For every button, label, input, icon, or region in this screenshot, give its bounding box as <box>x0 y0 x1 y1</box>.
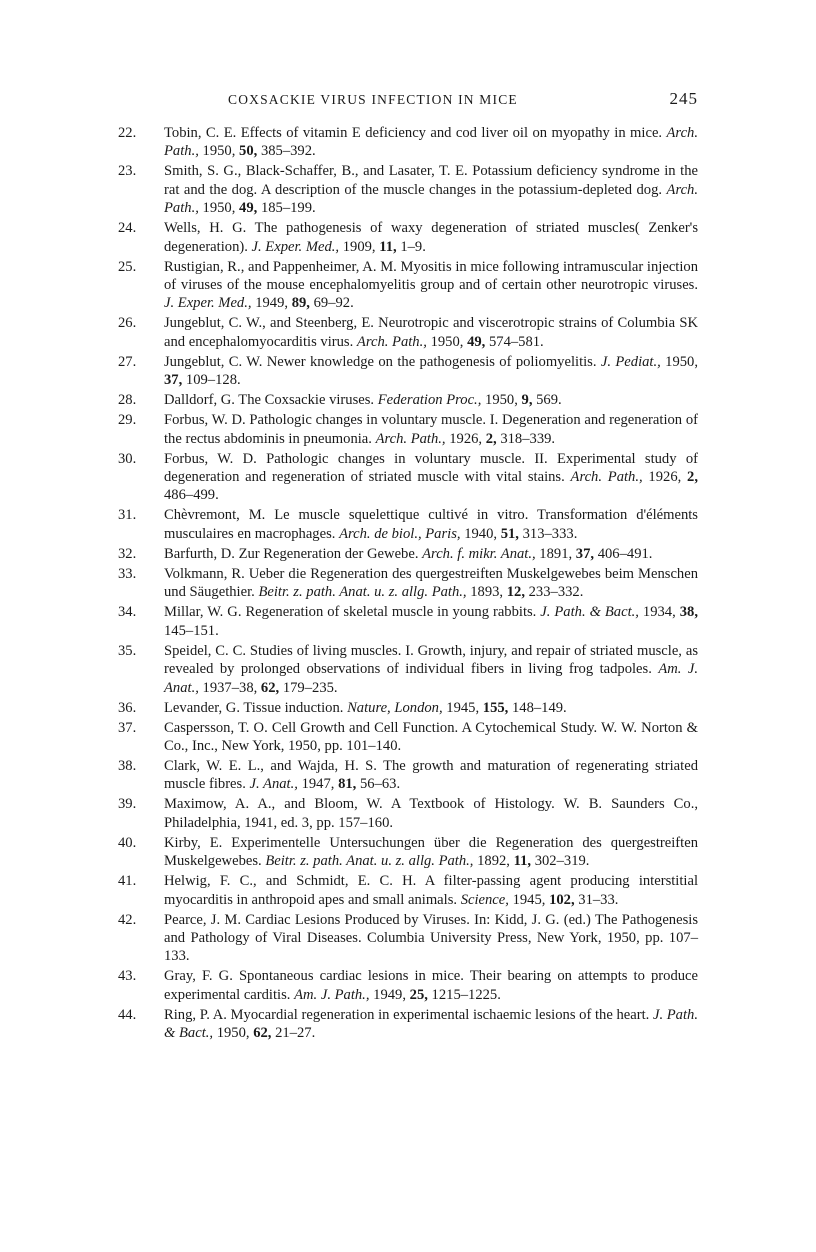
reference-volume: 62, <box>260 679 280 696</box>
reference-number: 33. <box>118 565 137 582</box>
reference-item <box>118 834 698 871</box>
reference-journal: J. Path. & Bact., <box>540 604 639 621</box>
page-number: 245 <box>669 89 698 108</box>
reference-text: Helwig, F. C., and Schmidt, E. C. H. A filter-passing agent producing interstitial myocarditis in anthropoid apes and small animals. <box>164 873 698 908</box>
reference-pages: 302–319. <box>534 853 590 870</box>
reference-journal: Arch. Path., <box>570 469 643 486</box>
reference-item <box>118 506 698 543</box>
reference-journal: Nature, London, <box>347 699 443 716</box>
reference-journal: J. Anat., <box>249 776 298 793</box>
reference-volume: 2, <box>687 469 698 486</box>
reference-number: 43. <box>118 968 137 985</box>
reference-volume: 49, <box>467 333 486 350</box>
reference-text: Forbus, W. D. Pathologic changes in voluntary muscle. I. Degeneration and regeneration of the rectus abdominis in pneumonia. <box>164 412 698 447</box>
reference-volume: 2, <box>485 430 497 447</box>
reference-item <box>118 314 698 351</box>
reference-item <box>118 967 698 1004</box>
reference-item <box>118 124 698 161</box>
reference-year: 1950, <box>216 1025 250 1042</box>
reference-pages: 185–199. <box>260 200 316 217</box>
reference-year: 1949, <box>373 986 406 1003</box>
reference-year: 1940, <box>464 525 498 542</box>
reference-pages: 385–392. <box>260 143 316 160</box>
reference-item <box>118 565 698 602</box>
reference-number: 27. <box>118 353 137 370</box>
reference-text: Volkmann, R. Ueber die Regeneration des quergestreiften Muskelgewebes beim Menschen und Säugethier. <box>164 565 698 601</box>
reference-number: 24. <box>118 220 137 237</box>
reference-journal: J. Pediat., <box>600 353 661 370</box>
reference-item <box>118 162 698 217</box>
reference-text: Tobin, C. E. Effects of vitamin E deficiency and cod liver oil on myopathy in mice. <box>164 125 663 141</box>
reference-journal: J. Exper. Med., <box>251 238 340 255</box>
reference-number: 26. <box>118 315 137 332</box>
reference-item <box>118 219 698 256</box>
reference-number: 28. <box>118 392 137 409</box>
running-title: COXSACKIE VIRUS INFECTION IN MICE <box>228 92 518 107</box>
reference-year: 1893, <box>470 584 504 601</box>
reference-pages: 69–92. <box>313 295 354 312</box>
reference-year: 1926, <box>648 469 682 486</box>
reference-number: 37. <box>118 719 137 736</box>
reference-year: 1950, <box>430 333 464 350</box>
reference-year: 1892, <box>477 853 510 870</box>
reference-number: 36. <box>118 699 137 716</box>
reference-text: Jungeblut, C. W., and Steenberg, E. Neurotropic and viscerotropic strains of Columbia SK and encephalomyocarditis virus. <box>164 315 698 350</box>
reference-volume: 89, <box>291 295 310 312</box>
reference-item <box>118 911 698 966</box>
reference-year: 1926, <box>449 430 483 447</box>
reference-volume: 102, <box>549 891 575 908</box>
reference-text: Gray, F. G. Spontaneous cardiac lesions in mice. Their bearing on attempts to produce experimental carditis. <box>164 968 698 1003</box>
reference-number: 44. <box>118 1006 137 1023</box>
reference-journal: Am. J. Path., <box>294 986 370 1003</box>
page-header <box>118 89 698 114</box>
reference-journal: Science, <box>460 891 509 908</box>
reference-pages: 148–149. <box>511 699 567 716</box>
reference-number: 35. <box>118 642 137 659</box>
reference-number: 30. <box>118 450 137 467</box>
reference-journal: Beitr. z. path. Anat. u. z. allg. Path., <box>258 584 467 601</box>
document-page <box>118 89 699 1044</box>
reference-volume: 11, <box>513 853 532 870</box>
reference-text: Pearce, J. M. Cardiac Lesions Produced by Viruses. In: Kidd, J. G. (ed.) The Pathogenesis and Pathology of Viral Diseases. Columbia University Press, New York, 1950, pp. 107–133. <box>164 911 698 965</box>
reference-text: Forbus, W. D. Pathologic changes in voluntary muscle. II. Experimental study of degeneration and regeneration of striated muscle with vital stains. <box>164 450 698 486</box>
reference-text: Speidel, C. C. Studies of living muscles. I. Growth, injury, and repair of striated muscle, as revealed by prolonged observations of individual fibers in living frog tadpoles. <box>164 642 698 678</box>
reference-year: 1947, <box>301 776 335 793</box>
reference-year: 1950, <box>202 200 236 217</box>
reference-pages: 21–27. <box>275 1025 316 1042</box>
reference-volume: 51, <box>500 525 519 542</box>
reference-year: 1949, <box>255 295 289 312</box>
reference-item <box>118 795 698 832</box>
reference-item <box>118 719 698 756</box>
reference-item <box>118 642 698 697</box>
reference-item <box>118 699 698 717</box>
reference-text: Smith, S. G., Black-Schaffer, B., and Lasater, T. E. Potassium deficiency syndrome in the rat and the dog. A description of the muscle changes in the potassium-depleted dog. <box>164 163 698 198</box>
reference-journal: Beitr. z. path. Anat. u. z. allg. Path., <box>265 853 474 870</box>
reference-text: Rustigian, R., and Pappenheimer, A. M. Myositis in mice following intramuscular injection of viruses of the mouse encephalomyelitis group and of certain other neurotropic viruses. <box>164 258 698 294</box>
reference-year: 1909, <box>342 238 376 255</box>
reference-year: 1937–38, <box>202 679 258 696</box>
reference-year: 1950, <box>665 353 698 370</box>
reference-pages: 486–499. <box>164 487 219 504</box>
reference-text: Jungeblut, C. W. Newer knowledge on the pathogenesis of poliomyelitis. <box>164 353 597 370</box>
reference-text: Chèvremont, M. Le muscle squelettique cultivé in vitro. Transformation d'éléments musculaires en macrophages. <box>164 507 698 542</box>
reference-volume: 37, <box>164 372 183 389</box>
reference-journal: Arch. Path., <box>375 430 446 447</box>
reference-pages: 574–581. <box>488 333 544 350</box>
reference-volume: 12, <box>506 584 525 601</box>
reference-pages: 1215–1225. <box>431 986 501 1003</box>
reference-pages: 1–9. <box>400 238 426 255</box>
reference-volume: 11, <box>379 238 397 255</box>
reference-journal: Arch. f. mikr. Anat., <box>422 545 536 562</box>
reference-text: Caspersson, T. O. Cell Growth and Cell Function. A Cytochemical Study. W. W. Norton & Co., Inc., New York, 1950, pp. 101–140. <box>164 719 698 754</box>
reference-item <box>118 411 698 448</box>
reference-number: 42. <box>118 911 137 928</box>
reference-year: 1945, <box>512 891 546 908</box>
reference-pages: 145–151. <box>164 622 219 639</box>
reference-number: 38. <box>118 757 137 774</box>
reference-volume: 37, <box>575 545 595 562</box>
reference-journal: Arch. Path., <box>164 181 699 217</box>
reference-item <box>118 353 698 390</box>
reference-text: Barfurth, D. Zur Regeneration der Gewebe. <box>164 545 419 562</box>
reference-number: 23. <box>118 163 137 180</box>
reference-journal: Federation Proc., <box>377 392 482 409</box>
reference-number: 29. <box>118 412 137 429</box>
reference-number: 25. <box>118 258 137 275</box>
reference-volume: 25, <box>409 986 428 1003</box>
reference-item <box>118 545 698 563</box>
reference-text: Dalldorf, G. The Coxsackie viruses. <box>164 392 375 409</box>
reference-text: Kirby, E. Experimentelle Untersuchungen über die Regeneration des quergestreiften Muskelgewebes. <box>164 834 698 870</box>
reference-item <box>118 1006 698 1043</box>
reference-text: Millar, W. G. Regeneration of skeletal muscle in young rabbits. <box>164 604 537 621</box>
reference-item <box>118 391 698 409</box>
reference-pages: 56–63. <box>359 776 401 793</box>
reference-text: Maximow, A. A., and Bloom, W. A Textbook of Histology. W. B. Saunders Co., Philadelphia, 1941, ed. 3, pp. 157–160. <box>164 796 698 831</box>
reference-number: 22. <box>118 125 137 141</box>
reference-number: 39. <box>118 796 137 813</box>
reference-pages: 109–128. <box>185 372 241 389</box>
reference-volume: 81, <box>338 776 357 793</box>
reference-text: Ring, P. A. Myocardial regeneration in experimental ischaemic lesions of the heart. <box>164 1006 650 1023</box>
reference-item <box>118 757 698 794</box>
reference-volume: 50, <box>239 143 258 160</box>
reference-pages: 233–332. <box>528 584 584 601</box>
reference-volume: 9, <box>521 392 533 409</box>
reference-journal: J. Exper. Med., <box>164 295 252 312</box>
reference-year: 1945, <box>446 699 480 716</box>
reference-text: Levander, G. Tissue induction. <box>164 699 344 716</box>
reference-item <box>118 258 698 313</box>
reference-number: 41. <box>118 873 137 890</box>
reference-volume: 49, <box>239 200 258 217</box>
reference-number: 32. <box>118 545 137 562</box>
reference-pages: 569. <box>536 392 562 409</box>
reference-number: 34. <box>118 604 137 621</box>
reference-journal: Arch. de biol., Paris, <box>339 525 461 542</box>
reference-year: 1934, <box>642 604 676 621</box>
reference-journal: Arch. Path., <box>164 125 698 160</box>
reference-pages: 318–339. <box>500 430 556 447</box>
reference-item <box>118 872 698 909</box>
reference-number: 40. <box>118 834 137 851</box>
reference-year: 1950, <box>485 392 518 409</box>
reference-item <box>118 450 698 505</box>
reference-year: 1950, <box>202 143 236 160</box>
reference-volume: 38, <box>679 604 698 621</box>
reference-item <box>118 603 698 640</box>
reference-text: Clark, W. E. L., and Wajda, H. S. The growth and maturation of regenerating striated muscle fibres. <box>164 757 698 793</box>
reference-volume: 62, <box>253 1025 272 1042</box>
reference-text: Wells, H. G. The pathogenesis of waxy degeneration of striated muscles( Zenker's degeneration). <box>164 220 698 255</box>
reference-pages: 406–491. <box>597 545 653 562</box>
reference-number: 31. <box>118 507 137 524</box>
reference-pages: 179–235. <box>282 679 338 696</box>
reference-volume: 155, <box>482 699 509 716</box>
reference-journal: Arch. Path., <box>356 333 427 350</box>
reference-list <box>118 124 698 1043</box>
reference-year: 1891, <box>539 545 573 562</box>
reference-pages: 31–33. <box>578 891 619 908</box>
reference-journal: J. Path. & Bact., <box>164 1006 698 1042</box>
reference-pages: 313–333. <box>522 525 578 542</box>
reference-journal: Am. J. Anat., <box>164 661 698 696</box>
